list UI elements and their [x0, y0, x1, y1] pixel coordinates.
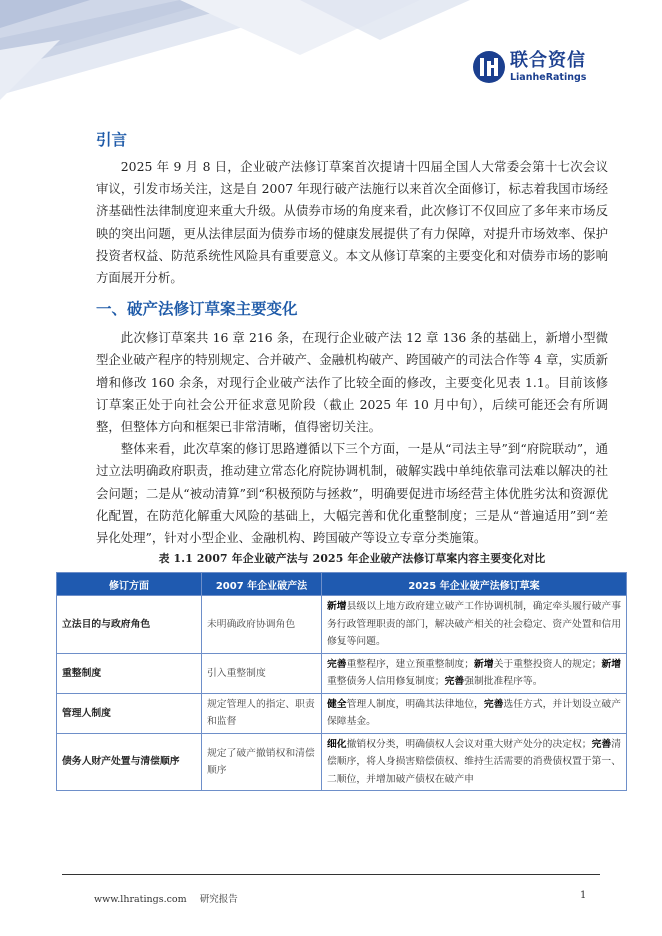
brand-name-en: LianheRatings: [510, 71, 587, 83]
cell-text: 县级以上地方政府建立破产工作协调机制，确定牵头履行破产事务行政管理职责的部门，解决破产相关的社会稳定、资产处置和信用修复等问题。: [327, 601, 622, 648]
intro-paragraph: 2025 年 9 月 8 日，企业破产法修订草案首次提请十四届全国人大常委会第十七次会议审议，引发市场关注，这是自 2007 年现行破产法施行以来首次全面修订，标志着我国市场经济基础性法律制度迎来重大升级。从债券市场的角度来看，此次修订不仅回应了多年来市场反映的突出问题，更从法律层面为债券市场的健康发展提供了有力保障，对提升市场效率、保护投资者权益、防范系统性风险具有重要意义。本文从修订草案的主要变化和对债券市场的影响方面展开分析。: [96, 159, 608, 286]
report-body: [62, 124, 622, 791]
cell-text: 重整债务人信用修复制度；: [327, 676, 445, 688]
cell-2007: 规定管理人的指定、职责和监督: [202, 693, 322, 733]
keyword-text: 完善: [327, 658, 347, 670]
table-row: [57, 596, 627, 654]
cell-aspect: 债务人财产处置与清偿顺序: [57, 733, 202, 791]
footer-divider: [62, 874, 600, 875]
cell-2025: [322, 693, 627, 733]
keyword-text: 完善: [444, 676, 465, 688]
brand-logo: [472, 50, 586, 84]
section1-heading: 一、破产法修订草案主要变化: [96, 300, 298, 319]
table-caption: 表 1.1 2007 年企业破产法与 2025 年企业破产法修订草案内容主要变化对比: [158, 552, 546, 566]
cell-aspect: 管理人制度: [57, 693, 202, 733]
cell-text: 强制批准程序等。: [464, 676, 543, 688]
cell-2007: 未明确政府协调角色: [202, 596, 322, 654]
footer-url[interactable]: www.lhratings.com: [94, 894, 187, 905]
cell-aspect: 重整制度: [57, 653, 202, 693]
section1-paragraph-1: 此次修订草案共 16 章 216 条，在现行企业破产法 12 章 136 条的基础上，新增小型微型企业破产程序的特别规定、合并破产、金融机构破产、跨国破产的司法合作等 4 章，实质新增和修改 160 余条，对现行企业破产法作了比较全面的修改，主要变化见表 1.1。目前该修订草案正处于向社会公开征求意见阶段（截止 2025 年 10 月中旬），后续可能还会有所调整，但整体方向和框架已非常清晰，值得密切关注。: [96, 330, 608, 435]
section1-paragraph-2: 整体来看，此次草案的修订思路遵循以下三个方面，一是从“司法主导”到“府院联动”，通过立法明确政府职责，推动建立常态化府院协调机制，破解实践中单纯依靠司法难以解决的社会问题；二是从“被动清算”到“积极预防与拯救”，明确要促进市场经营主体优胜劣汰和资源优化配置，在防范化解重大风险的基础上，大幅完善和优化重整制度；三是从“普遍适用”到“差异化处理”，针对小型企业、金融机构、跨国破产等设立专章分类施策。: [96, 441, 608, 546]
brand-name-cn: 联合资信: [510, 49, 586, 71]
cell-2025: [322, 653, 627, 693]
cell-text: 选任方式，并计划设立破产保障基金。: [327, 698, 622, 728]
cell-2025: [322, 596, 627, 654]
keyword-text: 新增: [327, 601, 347, 613]
lianhe-logo-icon: [472, 50, 506, 84]
cell-text: 清偿顺序，将人身损害赔偿债权、维持生活需要的消费债权置于第一、二顺位，并增加破产债权在破产申: [327, 738, 622, 785]
keyword-text: 新增: [601, 658, 622, 670]
keyword-text: 完善: [483, 698, 504, 710]
table-row: [57, 733, 627, 791]
table-header-2025: 2025 年企业破产法修订草案: [322, 573, 627, 596]
cell-text: 撤销权分类，明确债权人会议对重大财产处分的决定权；: [346, 738, 592, 750]
comparison-table: [56, 572, 627, 791]
table-header-row: [57, 573, 627, 596]
cell-2025: [322, 733, 627, 791]
cell-aspect: 立法目的与政府角色: [57, 596, 202, 654]
intro-heading: 引言: [96, 131, 128, 149]
keyword-text: 完善: [591, 738, 612, 750]
footer-label: 研究报告: [199, 894, 238, 905]
cell-text: 重整程序，建立预重整制度；: [346, 658, 475, 670]
footer: [94, 891, 248, 905]
keyword-text: 健全: [327, 698, 347, 710]
keyword-text: 新增: [474, 658, 494, 670]
table-row: [57, 653, 627, 693]
cell-text: 管理人制度，明确其法律地位，: [346, 698, 484, 710]
table-header-2007: 2007 年企业破产法: [202, 573, 322, 596]
cell-text: 关于重整投资人的规定；: [493, 658, 602, 670]
keyword-text: 细化: [327, 738, 347, 750]
cell-2007: 规定了破产撤销权和清偿顺序: [202, 733, 322, 791]
table-header-aspect: 修订方面: [57, 573, 202, 596]
cell-2007: 引入重整制度: [202, 653, 322, 693]
table-row: [57, 693, 627, 733]
page-number: 1: [580, 890, 587, 901]
